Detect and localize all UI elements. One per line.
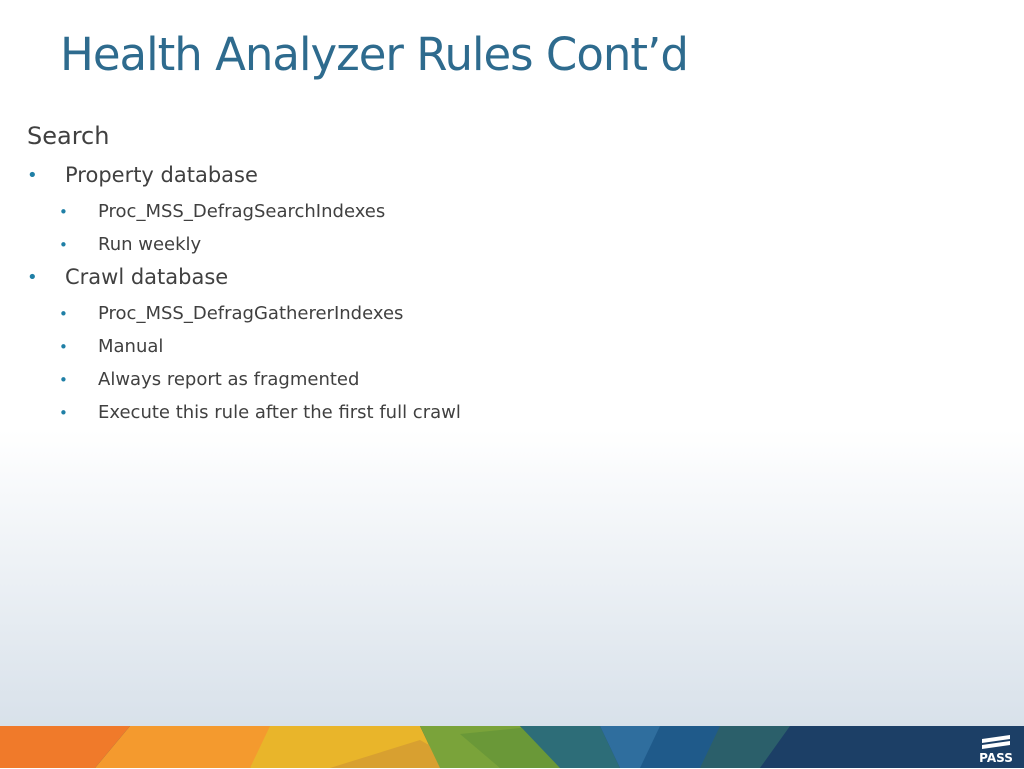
bullet-icon: • [27,165,38,186]
sub-bullet-label: Run weekly [98,234,202,255]
footer-color-band [0,726,1024,768]
sub-bullet-label: Always report as fragmented [98,369,360,390]
pass-logo-text: PASS [979,751,1013,765]
bullet-icon: • [27,267,38,288]
bullet-icon: • [59,236,68,254]
bullet-icon: • [59,305,68,323]
bullet-icon: • [59,338,68,356]
pass-logo [976,733,1016,765]
bullet-label: Crawl database [65,265,229,289]
section-heading: Search [27,122,110,150]
sub-bullet-label: Proc_MSS_DefragSearchIndexes [98,201,386,222]
sub-bullet-label: Proc_MSS_DefragGathererIndexes [98,303,404,324]
bullet-icon: • [59,371,68,389]
sub-bullet-label: Manual [98,336,164,357]
slide-title: Health Analyzer Rules Cont’d [60,28,688,81]
bullet-label: Property database [65,163,258,187]
bullet-icon: • [59,404,68,422]
bullet-icon: • [59,203,68,221]
sub-bullet-label: Execute this rule after the first full crawl [98,402,461,423]
